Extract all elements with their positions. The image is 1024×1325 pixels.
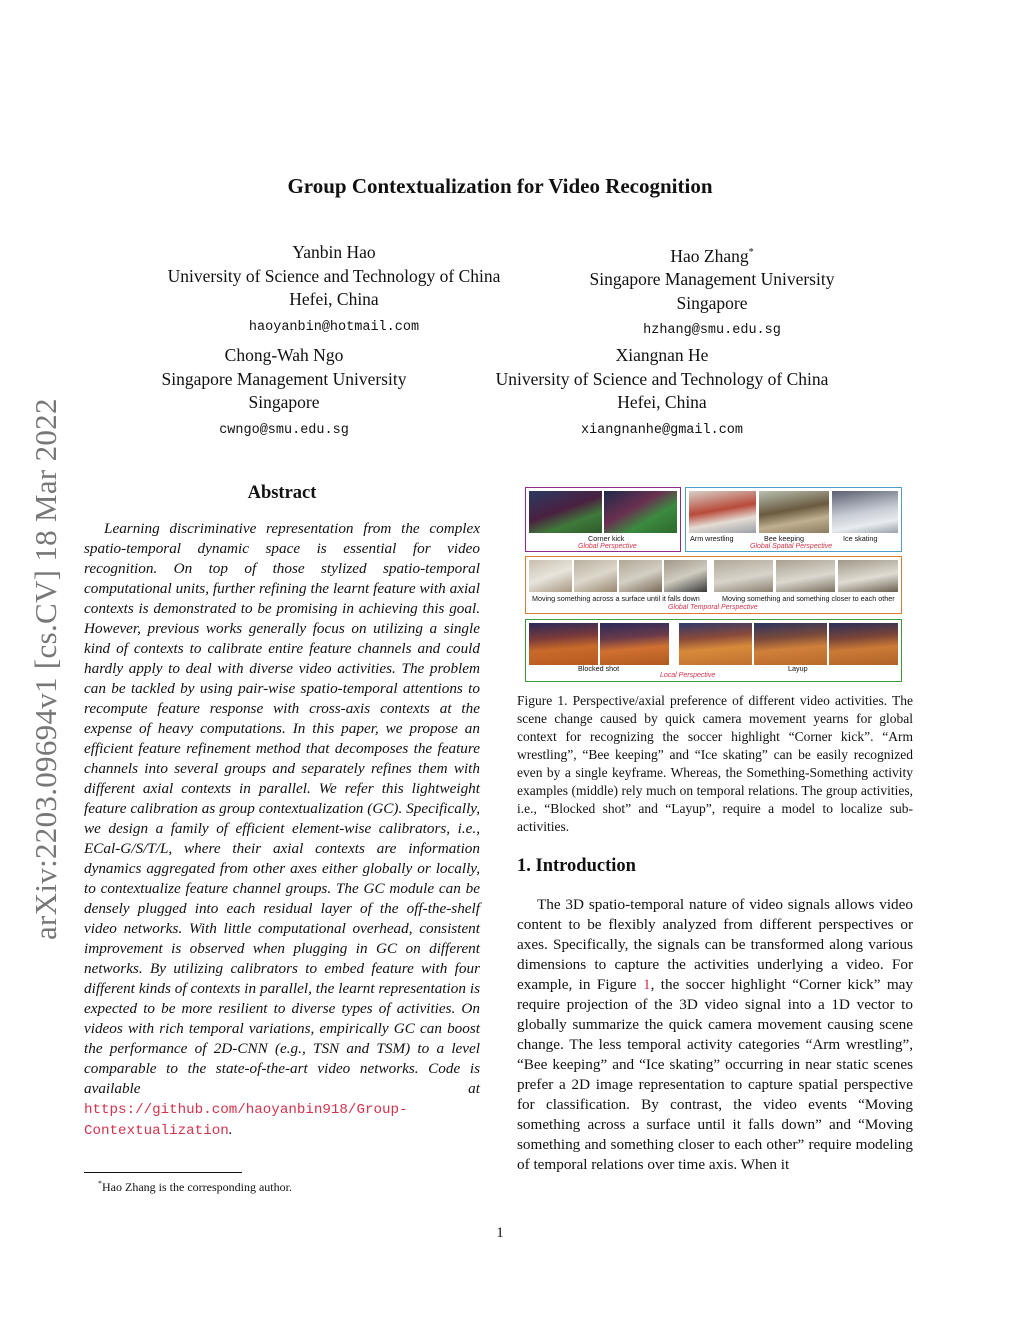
figure-ref-link[interactable]: 1 [642, 976, 651, 993]
author-name: Xiangnan He [615, 345, 709, 365]
thumb-sth-3 [619, 560, 662, 592]
intro-body [517, 895, 913, 1175]
thumb-ice-skating [832, 491, 898, 533]
intro-heading: 1. Introduction [517, 856, 636, 876]
author-block-4 [462, 344, 862, 442]
author-location: Singapore [248, 392, 320, 412]
code-link[interactable]: https://github.com/haoyanbin918/Group-Contextualization [84, 1102, 408, 1139]
panel-global-spatial [685, 487, 902, 552]
thumb-soccer-2 [604, 491, 677, 533]
author-email: haoyanbin@hotmail.com [248, 319, 420, 335]
abstract-text: Learning discriminative representation from the complex spatio-temporal dynamic space is essential for video recognition. On top of those stylized spatio-temporal computational units, further refining the learnt feature with axial contexts is demonstrated to be promising in achieving this goal. However, previous works generally focus on utilizing a single kind of contexts to calibrate entire feature channels and could hardly apply to deal with diverse video activities. The problem can be tackled by using pair-wise spatio-temporal attentions to recompute feature response with cross-axis contexts at the expense of heavy computations. In this paper, we propose an efficient feature refinement method that decomposes the feature channels into several groups and separately refines them with different axial contexts in parallel. We refer this lightweight feature calibration as group contextualization (GC). Specifically, we design a family of efficient element-wise calibrators, i.e., ECal-G/S/T/L, where their axial contexts are information dynamics aggregated from other axes either globally or locally, to contextualize feature channel groups. The GC module can be densely plugged into each residual layer of the off-the-shelf video networks. With little computational overhead, consistent improvement is observed when plugging in GC on different networks. By utilizing calibrators to embed feature with four different kinds of contexts in parallel, the learnt representation is expected to be more resilient to diverse types of activities. On videos with rich temporal variations, empirically GC can boost the performance of 2D-CNN (e.g., TSN and TSM) to a level comparable to the state-of-the-art video networks. Code is available at [84, 520, 480, 1097]
thumb-arm-wrestling [689, 491, 756, 533]
figure-caption: Figure 1. Perspective/axial preference of different video activities. The scene change caused by quick camera movement yearns for global context for recognizing the soccer highlight “Corner kick”. “Arm wrestling”, “Bee keeping” and “Ice skating” can be easily recognized even by a single keyframe. Whereas, the Something-Something activity examples (middle) rely much on temporal relations. The group activities, i.e., “Blocked shot” and “Layup”, require a model to localize sub-activities. [517, 693, 913, 834]
panel-global [525, 487, 681, 552]
author-block-3 [134, 344, 434, 442]
thumb-blocked-shot-2 [600, 623, 669, 665]
author-affiliation: University of Science and Technology of China [495, 368, 829, 389]
intro-text-1: The 3D spatio-temporal nature of video signals allows video content to be flexibly analyzed from different perspectives or axes. Specifically, the signals can be transformed along various dimensions to capture the activities underlying a video. For example, in Figure [517, 896, 913, 993]
page-number: 1 [496, 1225, 504, 1241]
label-global-temporal-perspective: Global Temporal Perspective [668, 604, 758, 611]
thumb-layup-1 [679, 623, 752, 665]
label-moving-across: Moving something across a surface until it falls down [532, 594, 700, 603]
thumb-sth-2 [574, 560, 617, 592]
abstract-body [84, 519, 480, 1141]
footnote [98, 1179, 292, 1195]
footnote-text: Hao Zhang is the corresponding author. [102, 1180, 292, 1194]
panel-global-temporal [525, 556, 902, 614]
label-layup: Layup [788, 664, 808, 673]
author-affiliation: Singapore Management University [589, 269, 835, 290]
author-affiliation: Singapore Management University [161, 368, 407, 389]
thumb-bee-keeping [759, 491, 829, 533]
author-name: Yanbin Hao [292, 242, 376, 262]
author-affiliation: University of Science and Technology of China [167, 265, 501, 286]
author-block-1 [134, 241, 534, 339]
thumb-sth-6 [776, 560, 835, 592]
author-name-line [562, 241, 862, 268]
thumb-sth-5 [714, 560, 773, 592]
paper-title: Group Contextualization for Video Recognition [287, 174, 713, 198]
label-global-perspective: Global Perspective [578, 543, 637, 550]
footnote-mark: * [98, 1179, 102, 1188]
author-email: cwngo@smu.edu.sg [219, 422, 349, 438]
author-block-2 [562, 241, 862, 343]
thumb-sth-1 [529, 560, 572, 592]
figure-1 [522, 487, 906, 683]
abstract-heading: Abstract [247, 483, 317, 503]
panel-local [525, 619, 902, 682]
label-bee-keeping: Bee keeping [764, 534, 804, 543]
author-email: hzhang@smu.edu.sg [643, 323, 781, 339]
corresponding-mark: * [748, 247, 754, 258]
intro-text-2: , the soccer highlight “Corner kick” may require projection of the 3D video signal into a 1D vector to globally summarize the quick camera movement causing scene change. The less temporal activity categories “Arm wrestling”, “Bee keeping” and “Ice skating” occurring in near static scenes prefer a 2D image representation to capture spatial perspective for classification. By contrast, the video events “Moving something across a surface until it falls down” and “Moving something and something closer to each other” require modeling of temporal relations over time axis. When it [517, 976, 913, 1173]
thumb-soccer-1 [529, 491, 602, 533]
label-arm-wrestling: Arm wrestling [690, 534, 734, 543]
thumb-sth-7 [838, 560, 898, 592]
author-name: Hao Zhang [670, 245, 749, 266]
label-blocked-shot: Blocked shot [578, 664, 620, 673]
thumb-sth-4 [664, 560, 707, 592]
author-location: Hefei, China [289, 289, 379, 309]
thumb-layup-2 [754, 623, 827, 665]
abstract-end: . [228, 1121, 233, 1138]
author-location: Singapore [676, 292, 748, 313]
label-local-perspective: Local Perspective [660, 672, 716, 679]
label-global-spatial-perspective: Global Spatial Perspective [750, 543, 833, 550]
label-moving-closer: Moving something and something closer to each other [722, 594, 895, 603]
footnote-rule [84, 1172, 242, 1173]
author-location: Hefei, China [617, 392, 707, 412]
author-name: Chong-Wah Ngo [224, 345, 344, 365]
author-email: xiangnanhe@gmail.com [580, 422, 744, 438]
arxiv-id: arXiv:2203.09694v1 [cs.CV] 18 Mar 2022 [28, 398, 63, 940]
label-corner-kick: Corner kick [588, 534, 625, 543]
thumb-layup-3 [829, 623, 898, 665]
label-ice-skating: Ice skating [843, 534, 878, 543]
thumb-blocked-shot-1 [529, 623, 598, 665]
